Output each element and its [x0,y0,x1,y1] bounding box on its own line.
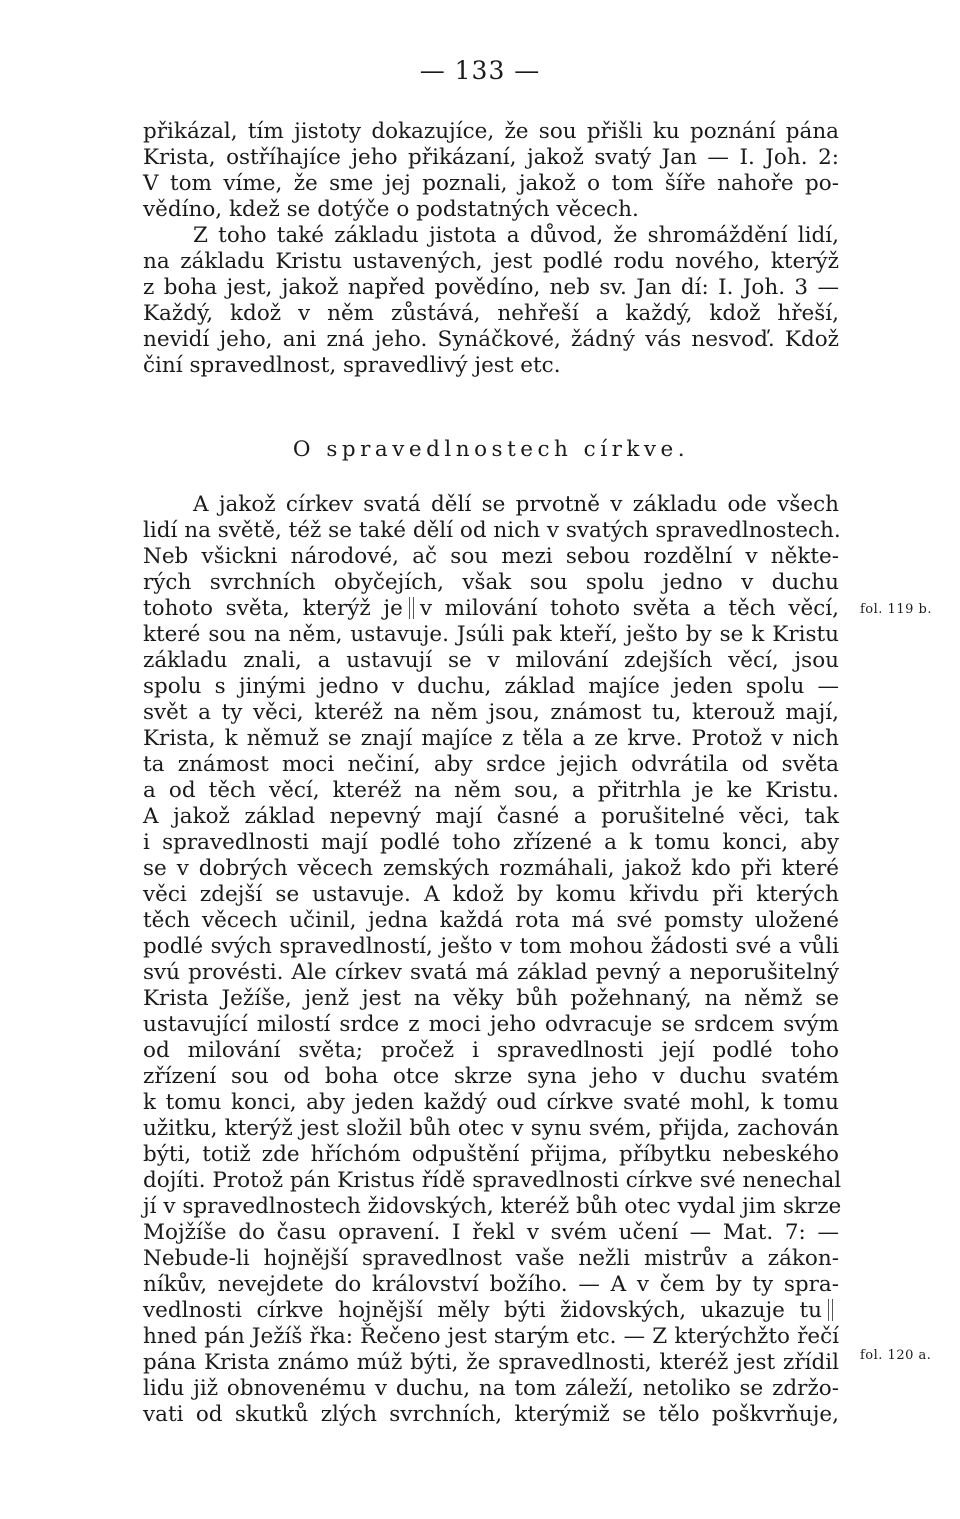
text-line: Krista Ježíše, jenž jest na věky bůh požehnaný, na němž se [143,986,839,1011]
page-number: — 133 — [419,56,541,85]
paragraph-2 [143,223,839,379]
text-line: ta známost moci nečiní, aby srdce jejich odvrátila od světa [143,752,839,777]
text-line: od milování světa; pročež i spravedlnosti její podlé toho [143,1038,839,1063]
text-line: V tom víme, že sme jej poznali, jakož o tom šíře nahoře po- [143,171,839,196]
text-line-with-folio-mark [143,596,839,622]
text-fragment: tohoto světa, kterýž je [143,596,403,621]
text-line: i spravedlnosti mají podlé toho zřízené a k tomu konci, aby [143,830,839,855]
text-line: přikázal, tím jistoty dokazujíce, že sou přišli ku poznání pána [143,119,839,144]
text-line: vědíno, kdež se dotýče o podstatných věcech. [143,197,639,222]
text-line: a od těch věcí, kteréž na něm sou, a přitrhla je ke Kristu. [143,778,839,803]
text-line: dojíti. Protož pán Kristus řídě spravedlnosti církve své nenechal [143,1168,842,1193]
text-line: které sou na něm, ustavuje. Jsúli pak kteří, ješto by se k Kristu [143,622,839,647]
text-line: činí spravedlnost, spravedlivý jest etc. [143,353,561,378]
text-line: z boha jest, jakož napřed povědíno, neb sv. Jan dí: I. Joh. 3 — [143,275,839,300]
text-line: A jakož církev svatá dělí se prvotně v základu ode všech [193,492,839,517]
text-line: svět a ty věci, kteréž na něm jsou, známost tu, kterouž mají, [143,700,839,725]
text-line: Krista, ostříhajíce jeho přikázaní, jakož svatý Jan — I. Joh. 2: [143,145,839,170]
margin-folio-note: fol. 119 b. [860,602,932,617]
text-line: A jakož základ nepevný mají časné a porušitelné věci, tak [143,804,839,829]
folio-divider-mark [828,1299,833,1321]
text-line: Krista, k němuž se znají majíce z těla a ze krve. Protož v nich [143,726,839,751]
text-line: ustavující milostí srdce z moci jeho odvracuje se srdcem svým [143,1012,839,1037]
text-line: k tomu konci, aby jeden každý oud církve svaté mohl, k tomu [143,1090,839,1115]
text-line: níkův, nevejdete do království božího. — A v čem by ty spra- [143,1272,839,1297]
text-fragment: v milování tohoto světa a těch věcí, [419,596,839,621]
text-line: Každý, kdož v něm zůstává, nehřeší a každý, kdož hřeší, [143,301,839,326]
text-line: pána Krista známo múž býti, že spravedlnosti, kteréž jest zřídil [143,1350,839,1375]
text-line: Nebude-li hojnější spravedlnost vaše nežli mistrův a zákon- [143,1246,839,1271]
paragraph-1 [143,119,839,223]
text-line: se v dobrých věcech zemských rozmáhali, jakož kdo při které [143,856,839,881]
text-line: lidí na světě, též se také dělí od nich v svatých spravedlnostech. [143,518,841,543]
text-line: Z toho také základu jistota a důvod, že shromáždění lidí, [193,223,839,248]
text-line: jí v spravedlnostech židovských, kteréž bůh otec vydal jim skrze [143,1194,842,1219]
text-line: býti, totiž zde hříchóm odpuštění přijma, příbytku nebeského [143,1142,839,1167]
section-heading: O spravedlnostech církve. [292,437,690,462]
text-line: užitku, kterýž jest složil bůh otec v synu svém, přijda, zachován [143,1116,839,1141]
text-line: podlé svých spravedlností, ješto v tom mohou žádosti své a vůli [143,934,839,959]
text-line: na základu Kristu ustavených, jest podlé rodu nového, kterýž [143,249,839,274]
text-line: lidu již obnovenému v duchu, na tom záleží, netoliko se zdržo- [143,1376,839,1401]
text-line: nevidí jeho, ani zná jeho. Synáčkové, žádný vás nesvoď. Kdož [143,327,839,352]
text-line: Mojžíše do času opravení. I řekl v svém učení — Mat. 7: — [143,1220,839,1245]
text-line: zřízení sou od boha otce skrze syna jeho v duchu svatém [143,1064,839,1089]
margin-folio-note: fol. 120 a. [860,1348,932,1363]
folio-divider-mark [409,597,414,619]
text-line-with-folio-mark [143,1298,839,1324]
paragraph-3 [143,492,842,1428]
text-line: spolu s jinými jedno v duchu, základ majíce jeden spolu — [143,674,839,699]
text-line: věci zdejší se ustavuje. A kdož by komu křivdu při kterých [143,882,839,907]
text-fragment: vedlnosti církve hojnější měly býti židovských, ukazuje tu [143,1298,822,1323]
text-line: základu znali, a ustavují se v milování zdejších věcí, jsou [143,648,839,673]
text-line: Neb všickni národové, ač sou mezi sebou rozdělní v někte- [143,544,839,569]
text-line: těch věcech učinil, jedna každá rota má své pomsty uložené [143,908,839,933]
text-line: svú provésti. Ale církev svatá má základ pevný a neporušitelný [143,960,839,985]
text-line: rých svrchních obyčejích, však sou spolu jedno v duchu [143,570,839,595]
text-line: vati od skutků zlých svrchních, kterýmiž se tělo poškvrňuje, [143,1402,839,1427]
text-line: hned pán Ježíš řka: Řečeno jest starým etc. — Z kterýchžto řečí [143,1324,839,1349]
